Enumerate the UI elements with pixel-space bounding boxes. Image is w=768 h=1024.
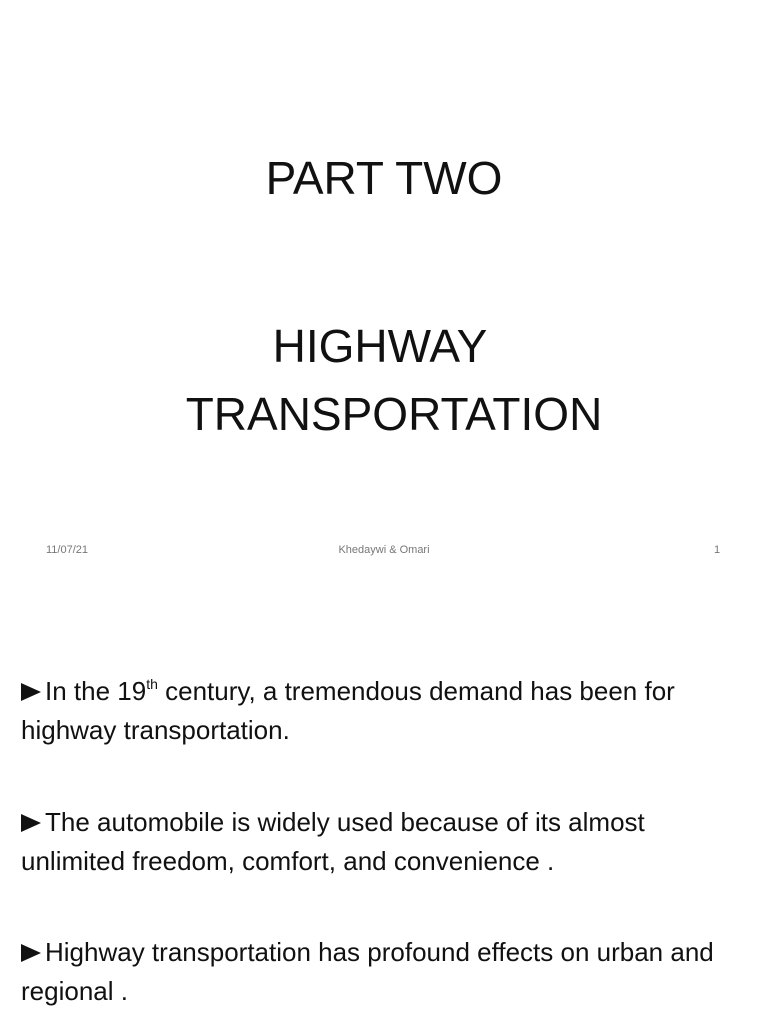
bullet-text-rest: century, a tremendous demand has been for highway transportation. xyxy=(21,676,675,745)
slide-title-line-1: HIGHWAY xyxy=(272,320,488,372)
footer-authors: Khedaywi & Omari xyxy=(338,544,430,556)
bullet-item xyxy=(21,672,751,750)
arrowhead-bullet-icon xyxy=(21,814,41,832)
bullet-item xyxy=(21,933,751,1011)
slide-title-line-2: TRANSPORTATION xyxy=(185,388,603,440)
bullet-item xyxy=(21,803,751,881)
bullet-text: Highway transportation has profound effects on urban and regional . xyxy=(21,937,714,1006)
bullet-superscript: th xyxy=(146,676,158,692)
footer-date: 11/07/21 xyxy=(46,544,89,556)
bullet-text: The automobile is widely used because of its almost unlimited freedom, comfort, and convenience . xyxy=(21,807,645,876)
slide-heading: PART TWO xyxy=(265,152,503,204)
arrowhead-bullet-icon xyxy=(21,944,41,962)
content-slide xyxy=(0,576,768,1024)
arrowhead-bullet-icon xyxy=(21,683,41,701)
footer-page-number: 1 xyxy=(714,544,721,556)
bullet-text-prefix: In the 19 xyxy=(45,676,147,706)
